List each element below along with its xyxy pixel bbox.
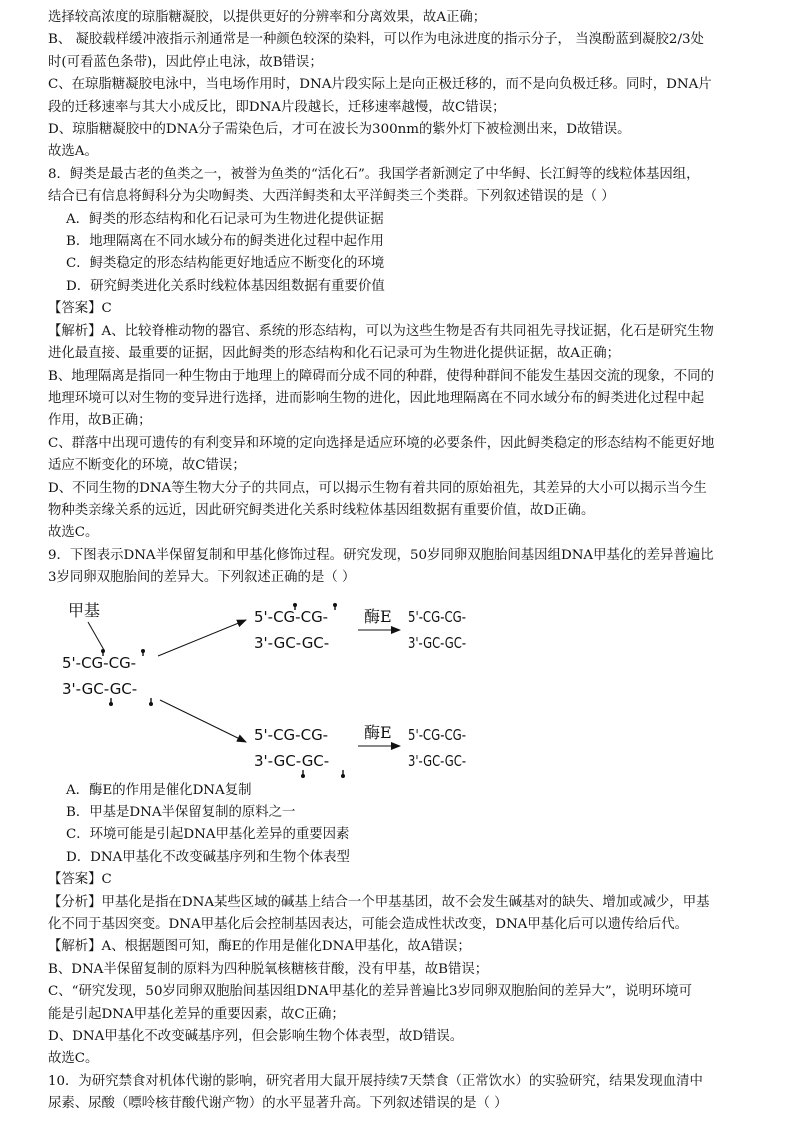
enzyme-e-label-bottom: 酶E — [364, 722, 392, 742]
daughter2-top-strand: 5'-CG-CG- — [254, 725, 329, 744]
analysis-line: 【分析】甲基化是指在DNA某些区域的碱基上结合一个甲基基团，故不会发生碱基对的缺失、增加或减少，甲基 — [48, 894, 710, 910]
text-line: B、 凝胶载样缓冲液指示剂通常是一种颜色较深的染料，可以作为电泳进度的指示分子， 当溴酚蓝到凝胶2/3处 — [48, 32, 704, 48]
analysis-line: C、群落中出现可遗传的有利变异和环境的定向选择是适应环境的必要条件，因此鲟类稳定的形态结构不能更好地 — [48, 435, 715, 451]
arrow-up — [158, 620, 246, 656]
question-8 — [48, 164, 772, 545]
analysis-line: 【解析】A、根据题图可知，酶E的作用是催化DNA甲基化，故A错误； — [48, 939, 471, 955]
text-line: 故选A。 — [48, 144, 98, 160]
arrow-down — [160, 700, 246, 742]
option-d: D．DNA甲基化不改变碱基序列和生物个体表型 — [66, 849, 350, 865]
analysis-line: 【解析】A、比较脊椎动物的器官、系统的形态结构，可以为这些生物是否有共同祖先寻找证据，化石是研究生物 — [48, 323, 714, 339]
analysis-line: 故选C。 — [48, 1051, 99, 1067]
question-stem: 10．为研究禁食对机体代谢的影响，研究者用大鼠开展持续7天禁食（正常饮水）的实验研究，结果发现血清中 — [48, 1073, 703, 1089]
parent-bottom-strand: 3'-GC-GC- — [62, 679, 138, 698]
methyl-label: 甲基 — [68, 600, 101, 620]
question-stem: 3岁同卵双胞胎间的差异大。下列叙述正确的是（ ） — [48, 570, 356, 586]
option-a: A．酶E的作用是催化DNA复制 — [66, 782, 252, 798]
analysis-line: C、“研究发现，50岁同卵双胞胎间基因组DNA甲基化的差异普遍比3岁同卵双胞胎间的差异大”，说明环境可 — [48, 984, 693, 1000]
analysis-line: D、DNA甲基化不改变碱基序列，但会影响生物个体表型，故D错误。 — [48, 1029, 464, 1045]
text-line: 选择较高浓度的琼脂糖凝胶，以提供更好的分辨率和分离效果，故A正确； — [48, 10, 487, 25]
analysis-line: 适应不断变化的环境，故C错误； — [48, 458, 246, 474]
methyl-marks-daughter2 — [301, 770, 345, 778]
question-stem: 结合已有信息将鲟科分为尖吻鲟类、大西洋鲟类和太平洋鲟类三个类群。下列叙述错误的是（ ） — [48, 189, 615, 205]
product1-top-strand: 5'-CG-CG- — [408, 607, 466, 626]
question-stem: 尿素、尿酸（嘌呤核苷酸代谢产物）的水平显著升高。下列叙述错误的是（ ） — [48, 1096, 508, 1112]
daughter1-top-strand: 5'-CG-CG- — [254, 607, 329, 626]
parent-top-strand: 5'-CG-CG- — [62, 653, 137, 672]
question-stem: 9．下图表示DNA半保留复制和甲基化修饰过程。研究发现，50岁同卵双胞胎间基因组DNA甲基化的差异普遍比 — [48, 547, 714, 563]
answer-line: 【答案】C — [48, 872, 112, 888]
option-a: A．鲟类的形态结构和化石记录可为生物进化提供证据 — [66, 211, 384, 227]
question-9 — [48, 545, 772, 1071]
product1-bottom-strand: 3'-GC-GC- — [408, 633, 466, 652]
product2-top-strand: 5'-CG-CG- — [408, 725, 466, 744]
analysis-line: 作用，故B正确； — [48, 413, 152, 429]
analysis-line: 能是引起DNA甲基化差异的重要因素，故C正确； — [48, 1006, 345, 1022]
analysis-line: 进化最直接、最重要的证据，因此鲟类的形态结构和化石记录可为生物进化提供证据，故A正确； — [48, 346, 621, 362]
option-c: C．环境可能是引起DNA甲基化差异的重要因素 — [66, 827, 350, 843]
option-c: C．鲟类稳定的形态结构能更好地适应不断变化的环境 — [66, 256, 385, 272]
analysis-line: 物种类亲缘关系的远近，因此研究鲟类进化关系时线粒体基因组数据有重要价值，故D正确。 — [48, 502, 595, 518]
text-line: 段的迁移速率与其大小成反比，即DNA片段越长，迁移速率越慢，故C错误； — [48, 99, 506, 115]
daughter2-bottom-strand: 3'-GC-GC- — [254, 751, 330, 770]
product2-bottom-strand: 3'-GC-GC- — [408, 751, 466, 770]
option-b: B．地理隔离在不同水域分布的鲟类进化过程中起作用 — [66, 234, 384, 250]
question-stem: 8．鲟类是最古老的鱼类之一，被誉为鱼类的“活化石”。我国学者新测定了中华鲟、长江鲟等的线粒体基因组， — [48, 166, 700, 182]
text-line: D、琼脂糖凝胶中的DNA分子需染色后，才可在波长为300nm的紫外灯下被检测出来，D故错误。 — [48, 122, 631, 138]
option-d: D．研究鲟类进化关系时线粒体基因组数据有重要价值 — [66, 278, 385, 294]
analysis-line: B、地理隔离是指同一种生物由于地理上的障碍而分成不同的种群，使得种群间不能发生基因交流的现象，不同的 — [48, 368, 714, 384]
daughter1-bottom-strand: 3'-GC-GC- — [254, 633, 330, 652]
question-10 — [48, 1071, 772, 1116]
option-b: B．甲基是DNA半保留复制的原料之一 — [66, 804, 296, 820]
methyl-pointer-line — [88, 622, 104, 650]
dna-methylation-diagram — [48, 592, 468, 780]
enzyme-e-label-top: 酶E — [364, 606, 392, 626]
analysis-line: 故选C。 — [48, 525, 99, 541]
analysis-line: 化不同于基因突变。DNA甲基化后会控制基因表达，可能会造成性状改变，DNA甲基化后可以遗传给后代。 — [48, 917, 689, 932]
analysis-line: 地理环境可以对生物的变异进行选择，进而影响生物的进化，因此地理隔离在不同水域分布的鲟类进化过程中起 — [48, 390, 705, 406]
q7-analysis-tail — [48, 7, 772, 164]
analysis-line: B、DNA半保留复制的原料为四种脱氧核糖核苷酸，没有甲基，故B错误； — [48, 961, 489, 977]
analysis-line: D、不同生物的DNA等生物大分子的共同点，可以揭示生物有着共同的原始祖先，其差异的大小可以揭示当今生 — [48, 480, 707, 496]
text-line: C、在琼脂糖凝胶电泳中，当电场作用时，DNA片段实际上是向正极迁移的，而不是向负极迁移。同时，DNA片 — [48, 77, 712, 93]
answer-line: 【答案】C — [48, 301, 112, 317]
text-line: 时(可看蓝色条带)，因此停止电泳，故B错误； — [48, 54, 323, 70]
